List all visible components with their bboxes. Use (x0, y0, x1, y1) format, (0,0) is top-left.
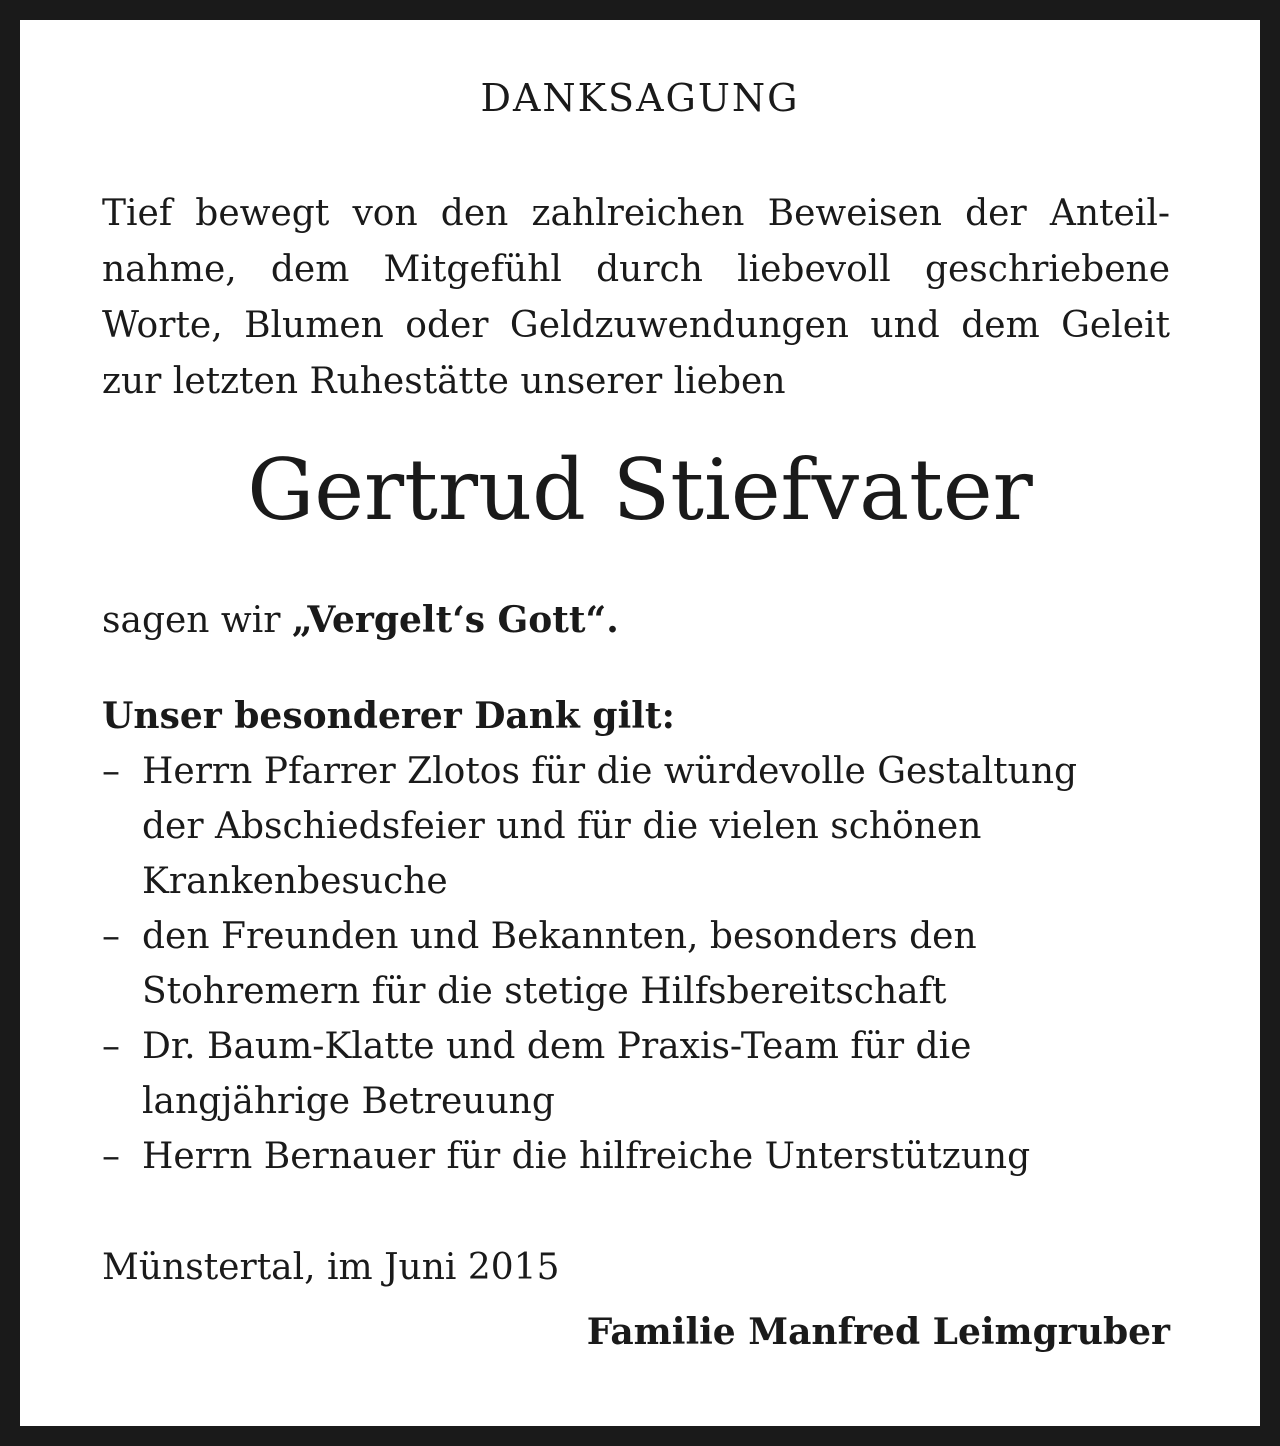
list-item (102, 744, 1077, 909)
list-item-line: den Freunden und Bekannten, besonders den (142, 916, 977, 957)
list-item-line: Stohremern für die stetige Hilfsbereitschaft (142, 971, 947, 1012)
deceased-name: Gertrud Stiefvater (247, 441, 1033, 539)
intro-line: Worte, Blumen oder Geldzuwendungen und dem Geleit (102, 305, 1170, 346)
thanks-prefix: sagen wir (102, 600, 292, 641)
place-date: Münstertal, im Juni 2015 (102, 1247, 560, 1288)
list-item-line: der Abschiedsfeier und für die vielen schönen (142, 806, 982, 847)
thanks-list (102, 744, 1077, 1184)
list-item-line: Dr. Baum-Klatte und dem Praxis-Team für die (142, 1026, 972, 1067)
list-item-line: Herrn Bernauer für die hilfreiche Unterstützung (142, 1136, 1031, 1177)
dash-bullet: – (102, 916, 120, 957)
intro-line: zur letzten Ruhestätte unserer lieben (102, 361, 786, 402)
intro-line: Tief bewegt von den zahlreichen Beweisen der Anteil- (102, 193, 1170, 234)
dash-bullet: – (102, 1026, 120, 1067)
thanks-quote: „Vergelt‘s Gott“. (291, 599, 619, 641)
intro-paragraph (102, 186, 1170, 410)
notice-heading: DANKSAGUNG (480, 76, 800, 120)
dash-bullet: – (102, 751, 120, 792)
dash-bullet: – (102, 1136, 120, 1177)
list-item-line: Herrn Pfarrer Zlotos für die würdevolle Gestaltung (142, 751, 1078, 792)
list-item-line: langjährige Betreuung (142, 1081, 555, 1122)
thanks-line (102, 592, 619, 649)
list-item (102, 1019, 1077, 1129)
special-thanks-heading: Unser besonderer Dank gilt: (102, 695, 675, 737)
signature: Familie Manfred Leimgruber (586, 1311, 1170, 1353)
list-item (102, 1129, 1077, 1184)
intro-line: nahme, dem Mitgefühl durch liebevoll geschriebene (102, 249, 1170, 290)
notice-sheet (20, 20, 1260, 1426)
list-item (102, 909, 1077, 1019)
list-item-line: Krankenbesuche (142, 861, 448, 902)
